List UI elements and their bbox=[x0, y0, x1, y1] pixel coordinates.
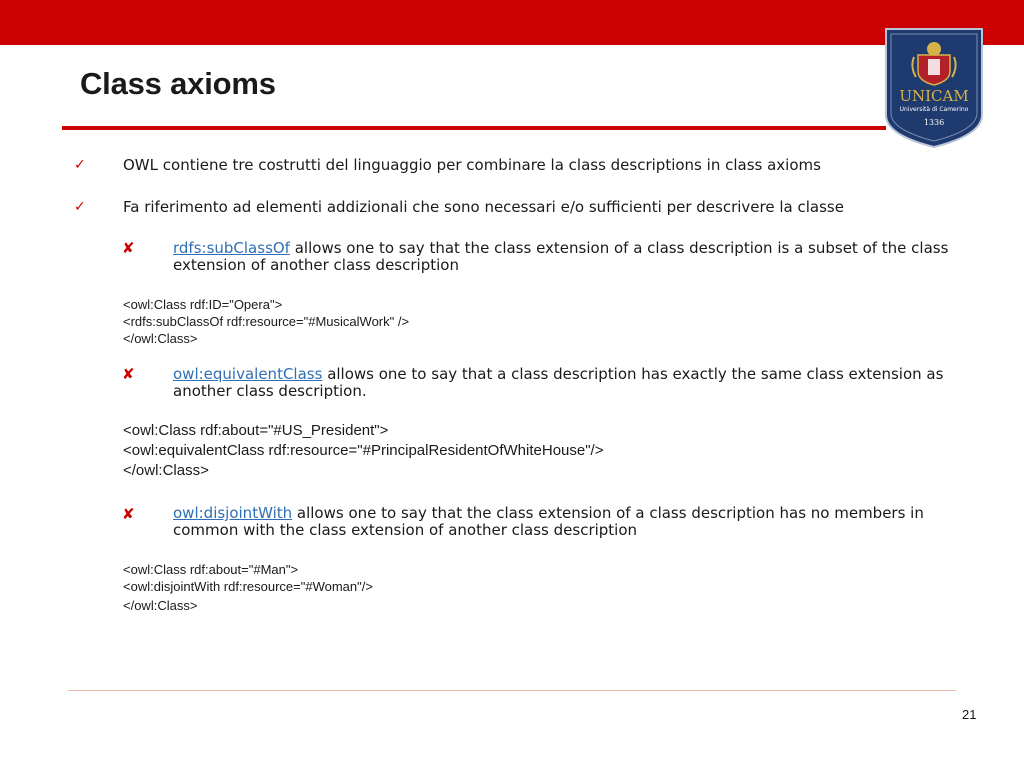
logo-year: 1336 bbox=[923, 118, 945, 127]
code-line: <owl:disjointWith rdf:resource="#Woman"/> bbox=[123, 579, 373, 594]
top-accent-bar bbox=[0, 0, 1024, 45]
code-block bbox=[123, 561, 373, 614]
footer-divider bbox=[68, 690, 956, 691]
code-line: <owl:Class rdf:about="#Man"> bbox=[123, 562, 299, 577]
cross-icon: ✘ bbox=[122, 505, 135, 523]
disjointwith-link[interactable]: owl:disjointWith bbox=[173, 504, 293, 522]
page-number: 21 bbox=[962, 707, 977, 722]
sub-bullet bbox=[173, 240, 953, 274]
code-line: <owl:Class rdf:about="#US_President"> bbox=[123, 422, 389, 439]
check-icon: ✓ bbox=[74, 199, 86, 215]
code-block bbox=[123, 296, 409, 347]
bullet-text: OWL contiene tre costrutti del linguaggio per combinare la class descriptions in class axioms bbox=[123, 156, 821, 174]
cross-icon: ✘ bbox=[122, 239, 135, 257]
sub-bullet bbox=[173, 366, 953, 400]
code-line: </owl:Class> bbox=[123, 598, 198, 613]
check-icon: ✓ bbox=[74, 157, 86, 173]
sub-bullet-text: allows one to say that the class extension of a class description is a subset of the class extension of another class description bbox=[173, 239, 949, 274]
logo-subtitle: Università di Camerino bbox=[899, 106, 969, 113]
equivalentclass-link[interactable]: owl:equivalentClass bbox=[173, 365, 323, 383]
sub-bullet bbox=[173, 505, 953, 539]
unicam-logo bbox=[884, 27, 984, 149]
code-line: <rdfs:subClassOf rdf:resource="#MusicalWork" /> bbox=[123, 314, 410, 329]
code-block bbox=[123, 421, 603, 481]
cross-icon: ✘ bbox=[122, 365, 135, 383]
code-line: </owl:Class> bbox=[123, 462, 209, 479]
code-line: <owl:equivalentClass rdf:resource="#PrincipalResidentOfWhiteHouse"/> bbox=[123, 442, 604, 459]
title-divider bbox=[62, 126, 886, 130]
logo-name: UNICAM bbox=[899, 87, 969, 105]
bullet-text: Fa riferimento ad elementi addizionali che sono necessari e/o sufficienti per descrivere la classe bbox=[123, 198, 844, 216]
code-line: <owl:Class rdf:ID="Opera"> bbox=[123, 297, 283, 312]
sub-bullet-text: allows one to say that a class description has exactly the same class extension as another class description. bbox=[173, 365, 944, 400]
code-line: </owl:Class> bbox=[123, 331, 198, 346]
sub-bullet-text: allows one to say that the class extension of a class description has no members in common with the class extension of another class description bbox=[173, 504, 924, 539]
subclassof-link[interactable]: rdfs:subClassOf bbox=[173, 239, 290, 257]
slide-title: Class axioms bbox=[80, 66, 276, 101]
